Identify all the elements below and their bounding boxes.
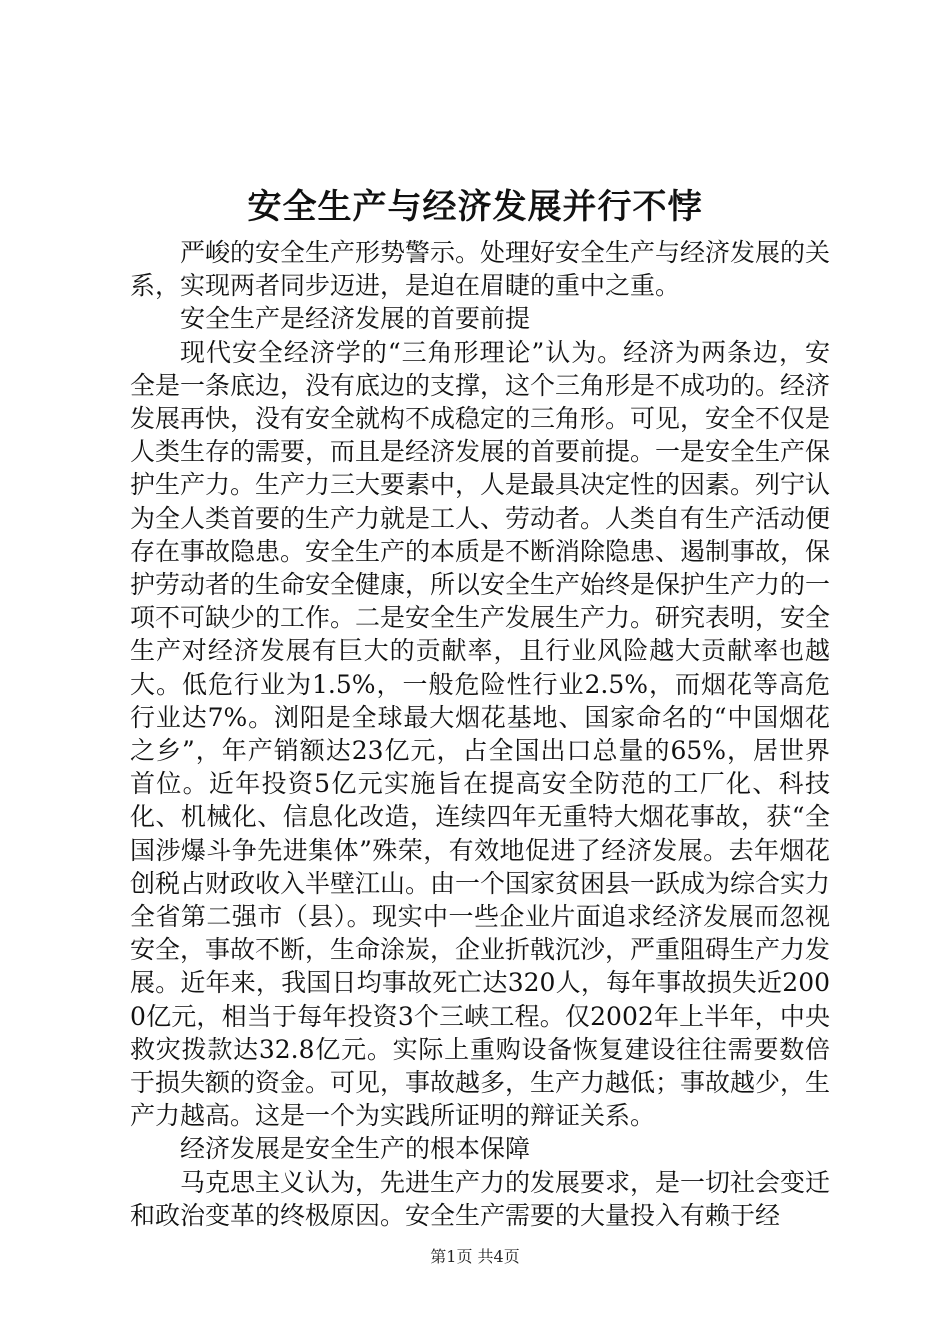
- section-heading-1: 安全生产是经济发展的首要前提: [180, 304, 531, 334]
- document-body: [130, 236, 830, 1232]
- paragraph-intro: 严峻的安全生产形势警示。处理好安全生产与经济发展的关系，实现两者同步迈进，是迫在眉睫的重中之重。: [130, 238, 831, 301]
- paragraph-section-1: 现代安全经济学的“三角形理论”认为。经济为两条边，安全是一条底边，没有底边的支撑，这个三角形是不成功的。经济发展再快，没有安全就构不成稳定的三角形。可见，安全不仅是人类生存的需要，而且是经济发展的首要前提。一是安全生产保护生产力。生产力三大要素中，人是最具决定性的因素。列宁认为全人类首要的生产力就是工人、劳动者。人类自有生产活动便存在事故隐患。安全生产的本质是不断消除隐患、遏制事故，保护劳动者的生命安全健康，所以安全生产始终是保护生产力的一项不可缺少的工作。二是安全生产发展生产力。研究表明，安全生产对经济发展有巨大的贡献率，且行业风险越大贡献率也越大。低危行业为1.5%，一般危险性行业2.5%，而烟花等高危行业达7%。浏阳是全球最大烟花基地、国家命名的“中国烟花之乡”，年产销额达23亿元，占全国出口总量的65%，居世界首位。近年投资5亿元实施旨在提高安全防范的工厂化、科技化、机械化、信息化改造，连续四年无重特大烟花事故，获“全国涉爆斗争先进集体”殊荣，有效地促进了经济发展。去年烟花创税占财政收入半壁江山。由一个国家贫困县一跃成为综合实力全省第二强市（县）。现实中一些企业片面追求经济发展而忽视安全，事故不断，生命涂炭，企业折戟沉沙，严重阻碍生产力发展。近年来，我国日均事故死亡达320人，每年事故损失近2000亿元，相当于每年投资3个三峡工程。仅2002年上半年，中央救灾拨款达32.8亿元。实际上重购设备恢复建设往往需要数倍于损失额的资金。可见，事故越多，生产力越低；事故越少，生产力越高。这是一个为实践所证明的辩证关系。: [130, 337, 831, 1131]
- section-heading-2: 经济发展是安全生产的根本保障: [180, 1134, 531, 1164]
- page-footer: 第1页 共4页: [430, 1247, 520, 1266]
- document-title: 安全生产与经济发展并行不悖: [247, 187, 703, 227]
- paragraph-section-2: 马克思主义认为，先进生产力的发展要求，是一切社会变迁和政治变革的终极原因。安全生产需要的大量投入有赖于经: [130, 1167, 831, 1230]
